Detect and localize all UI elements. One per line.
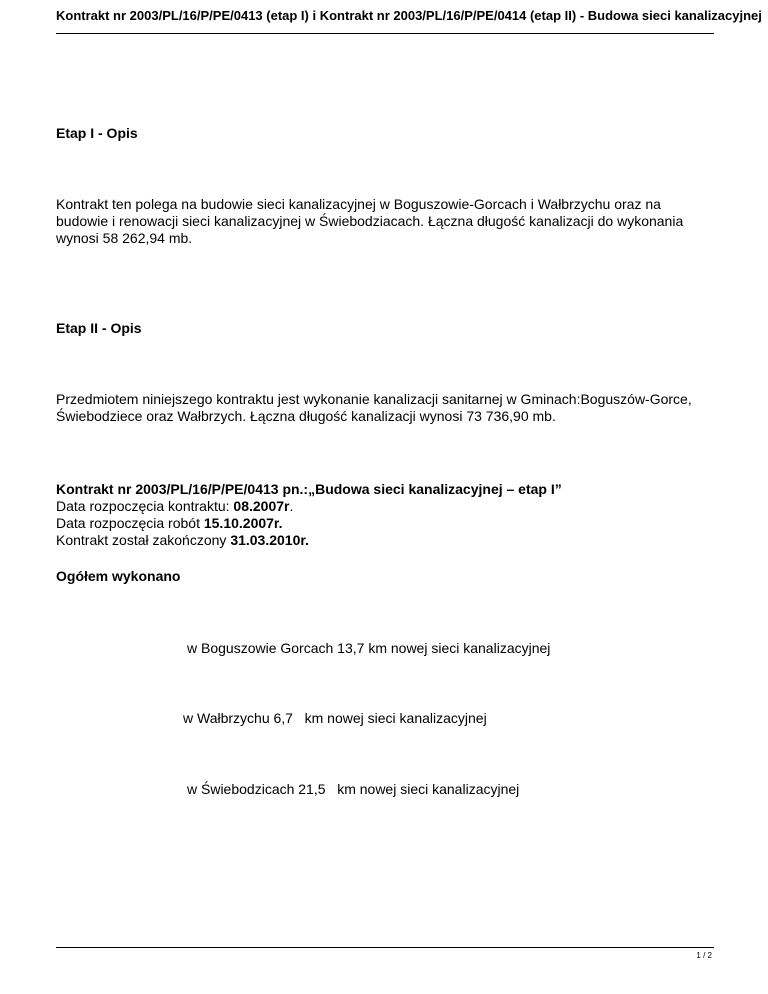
header-divider bbox=[56, 33, 714, 34]
summary-item-walbrzych: w Wałbrzychu 6,7 km nowej sieci kanalizacyjnej bbox=[183, 710, 487, 726]
contract-start-suffix: . bbox=[289, 498, 294, 514]
page-number: 1 / 2 bbox=[696, 951, 712, 960]
works-start-label: Data rozpoczęcia robót bbox=[56, 515, 204, 531]
contract-end-value: 31.03.2010r. bbox=[230, 532, 309, 548]
contract-start-value: 08.2007r bbox=[233, 498, 290, 514]
document-header-title: Kontrakt nr 2003/PL/16/P/PE/0413 (etap I) i Kontrakt nr 2003/PL/16/P/PE/0414 (etap II) - Budowa sieci kanalizacyjnej bbox=[56, 8, 762, 23]
summary-item-boguszow: w Boguszowie Gorcach 13,7 km nowej sieci kanalizacyjnej bbox=[187, 640, 551, 656]
works-start-line bbox=[56, 515, 716, 532]
contract-end-label: Kontrakt został zakończony bbox=[56, 532, 231, 548]
etap2-heading: Etap II - Opis bbox=[56, 320, 142, 336]
summary-heading: Ogółem wykonano bbox=[56, 568, 181, 584]
summary-item-swiebodzice: w Świebodzicach 21,5 km nowej sieci kanalizacyjnej bbox=[187, 781, 520, 797]
contract-end-line bbox=[56, 532, 716, 549]
contract-start-label: Data rozpoczęcia kontraktu: bbox=[56, 498, 234, 514]
contract-title: Kontrakt nr 2003/PL/16/P/PE/0413 pn.:„Budowa sieci kanalizacyjnej – etap I” bbox=[56, 481, 562, 497]
etap2-description: Przedmiotem niniejszego kontraktu jest wykonanie kanalizacji sanitarnej w Gminach:Boguszów-Gorce, Świebodziece oraz Wałbrzych. Łączna długość kanalizacji wynosi 73 736,90 mb. bbox=[56, 391, 692, 424]
works-start-value: 15.10.2007r. bbox=[203, 515, 283, 531]
contract-section bbox=[56, 481, 716, 549]
etap1-description: Kontrakt ten polega na budowie sieci kanalizacyjnej w Boguszowie-Gorcach i Wałbrzychu oraz na budowie i renowacji sieci kanalizacyjnej w Świebodziacach. Łączna długość kanalizacji do wykonania wynosi 58 262,94 mb. bbox=[56, 196, 684, 246]
contract-start-line bbox=[56, 498, 716, 515]
etap1-heading: Etap I - Opis bbox=[56, 125, 138, 141]
footer-divider bbox=[56, 947, 714, 948]
